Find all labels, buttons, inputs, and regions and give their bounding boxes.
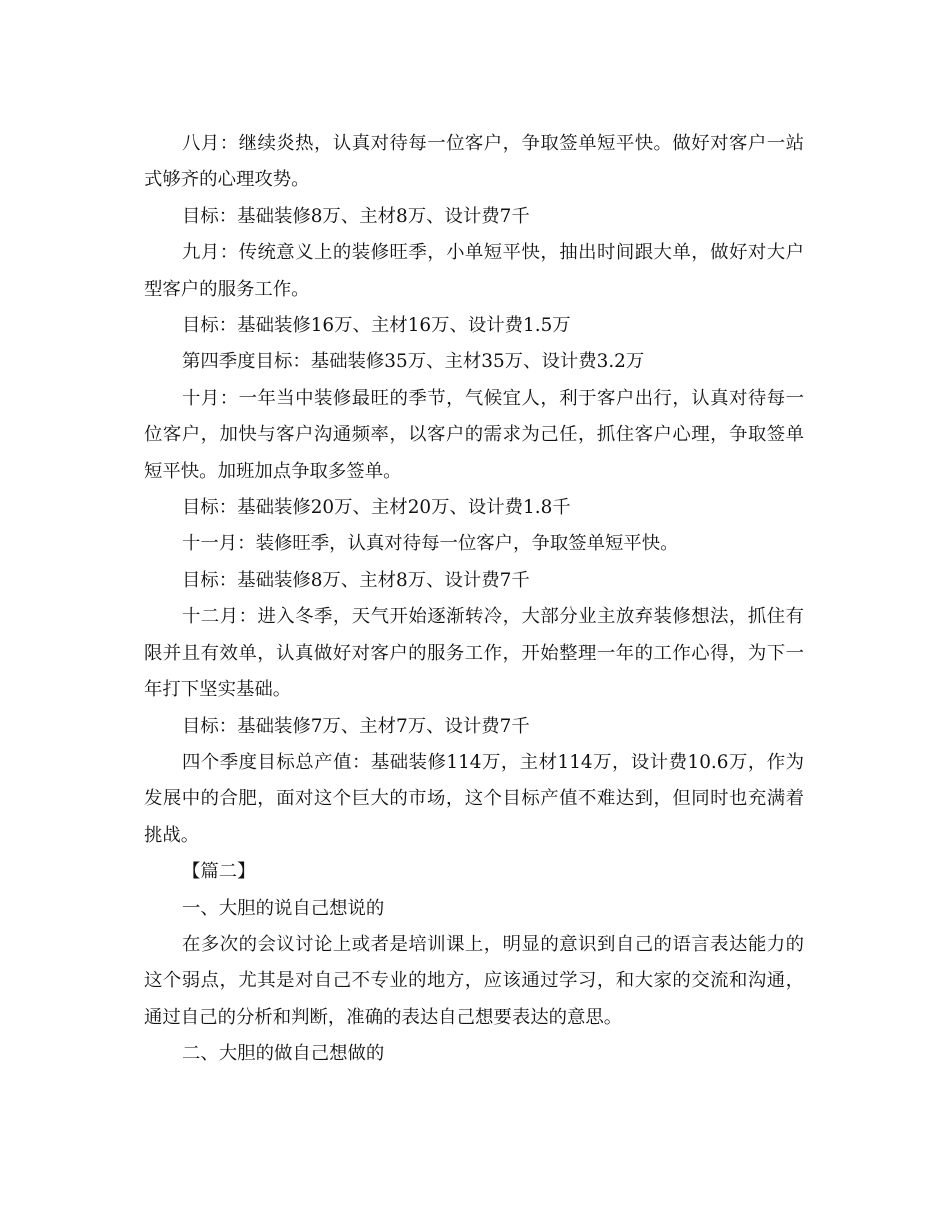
section-heading-part-two: 【篇二】 [182,861,256,883]
paragraph-november-target: 目标：基础装修8万、主材8万、设计费7千 [182,569,530,591]
paragraph-september: 九月：传统意义上的装修旺季，小单短平快，抽出时间跟大单，做好对大户型客户的服务工作。 [144,242,804,300]
paragraph-september-target: 目标：基础装修16万、主材16万、设计费1.5万 [182,315,571,337]
subheading-speak-boldly: 一、大胆的说自己想说的 [182,897,385,919]
paragraph-december: 十二月：进入冬季，天气开始逐渐转冷，大部分业主放弃装修想法，抓住有限并且有效单，认真做好对客户的服务工作，开始整理一年的工作心得，为下一年打下坚实基础。 [144,606,804,701]
paragraph-august-target: 目标：基础装修8万、主材8万、设计费7千 [182,205,530,227]
paragraph-annual-total: 四个季度目标总产值：基础装修114万，主材114万，设计费10.6万，作为发展中的合肥，面对这个巨大的市场，这个目标产值不难达到，但同时也充满着挑战。 [144,751,804,846]
paragraph-october: 十月：一年当中装修最旺的季节，气候宜人，利于客户出行，认真对待每一位客户，加快与客户沟通频率，以客户的需求为己任，抓住客户心理，争取签单短平快。加班加点争取多签单。 [144,387,804,482]
paragraph-q4-target: 第四季度目标：基础装修35万、主材35万、设计费3.2万 [182,351,645,373]
subheading-act-boldly: 二、大胆的做自己想做的 [182,1043,385,1065]
paragraph-october-target: 目标：基础装修20万、主材20万、设计费1.8千 [182,497,571,519]
paragraph-december-target: 目标：基础装修7万、主材7万、设计费7千 [182,715,530,737]
document-body [144,126,804,1073]
paragraph-august: 八月：继续炎热，认真对待每一位客户，争取签单短平快。做好对客户一站式够齐的心理攻势。 [144,133,804,191]
paragraph-november: 十一月：装修旺季，认真对待每一位客户，争取签单短平快。 [182,533,679,555]
paragraph-speak-boldly: 在多次的会议讨论上或者是培训课上，明显的意识到自己的语言表达能力的这个弱点，尤其是对自己不专业的地方，应该通过学习，和大家的交流和沟通，通过自己的分析和判断，准确的表达自己想要表达的意思。 [144,933,804,1028]
